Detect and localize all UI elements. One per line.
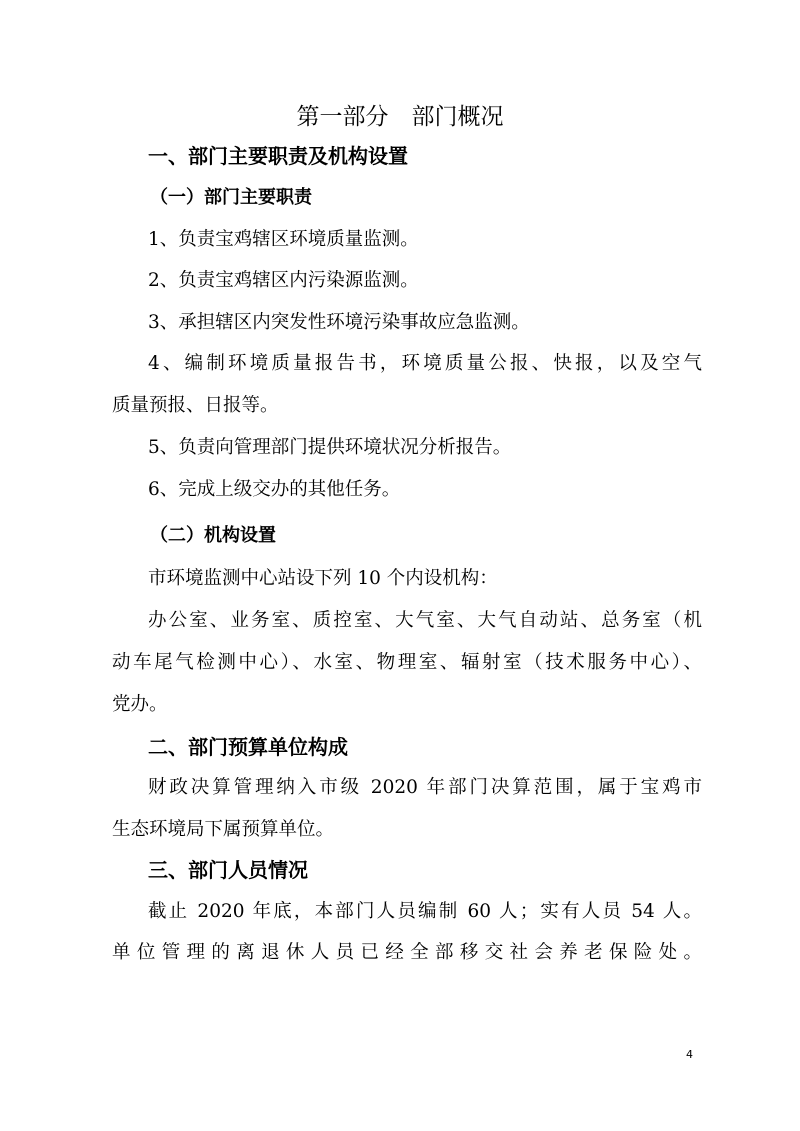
duty-item-2: 2、负责宝鸡辖区内污染源监测。 (148, 270, 419, 291)
duty-item-4-line1: 4、编制环境质量报告书，环境质量公报、快报，以及空气 (148, 353, 702, 374)
duty-item-1: 1、负责宝鸡辖区环境质量监测。 (148, 229, 419, 250)
duty-item-6: 6、完成上级交办的其他任务。 (148, 479, 401, 500)
section-heading-budget-units: 二、部门预算单位构成 (148, 735, 348, 759)
duty-item-4-line2: 质量预报、日报等。 (112, 395, 279, 416)
subsection-heading-duties: （一）部门主要职责 (150, 187, 312, 208)
section-heading-staff: 三、部门人员情况 (148, 858, 308, 882)
duty-item-3: 3、承担辖区内突发性环境污染事故应急监测。 (148, 312, 530, 333)
page-number: 4 (686, 1048, 693, 1061)
budget-units-line2: 生态环境局下属预算单位。 (112, 819, 335, 840)
structure-list-line1: 办公室、业务室、质控室、大气室、大气自动站、总务室（机 (148, 610, 702, 631)
subsection-heading-structure: （二）机构设置 (150, 525, 276, 546)
budget-units-line1: 财政决算管理纳入市级 2020 年部门决算范围，属于宝鸡市 (148, 777, 702, 798)
structure-list-line3: 党办。 (112, 694, 168, 715)
duty-item-5: 5、负责向管理部门提供环境状况分析报告。 (148, 437, 512, 458)
structure-intro: 市环境监测中心站设下列 10 个内设机构： (148, 568, 498, 589)
staff-line1: 截止 2020 年底，本部门人员编制 60 人；实有人员 54 人。 (148, 901, 702, 922)
page-title: 第一部分 部门概况 (296, 104, 504, 130)
structure-list-line2: 动车尾气检测中心）、水室、物理室、辐射室（技术服务中心）、 (112, 652, 702, 673)
staff-line2: 单位管理的离退休人员已经全部移交社会养老保险处。 (112, 942, 702, 963)
section-heading-duties-structure: 一、部门主要职责及机构设置 (148, 144, 408, 168)
